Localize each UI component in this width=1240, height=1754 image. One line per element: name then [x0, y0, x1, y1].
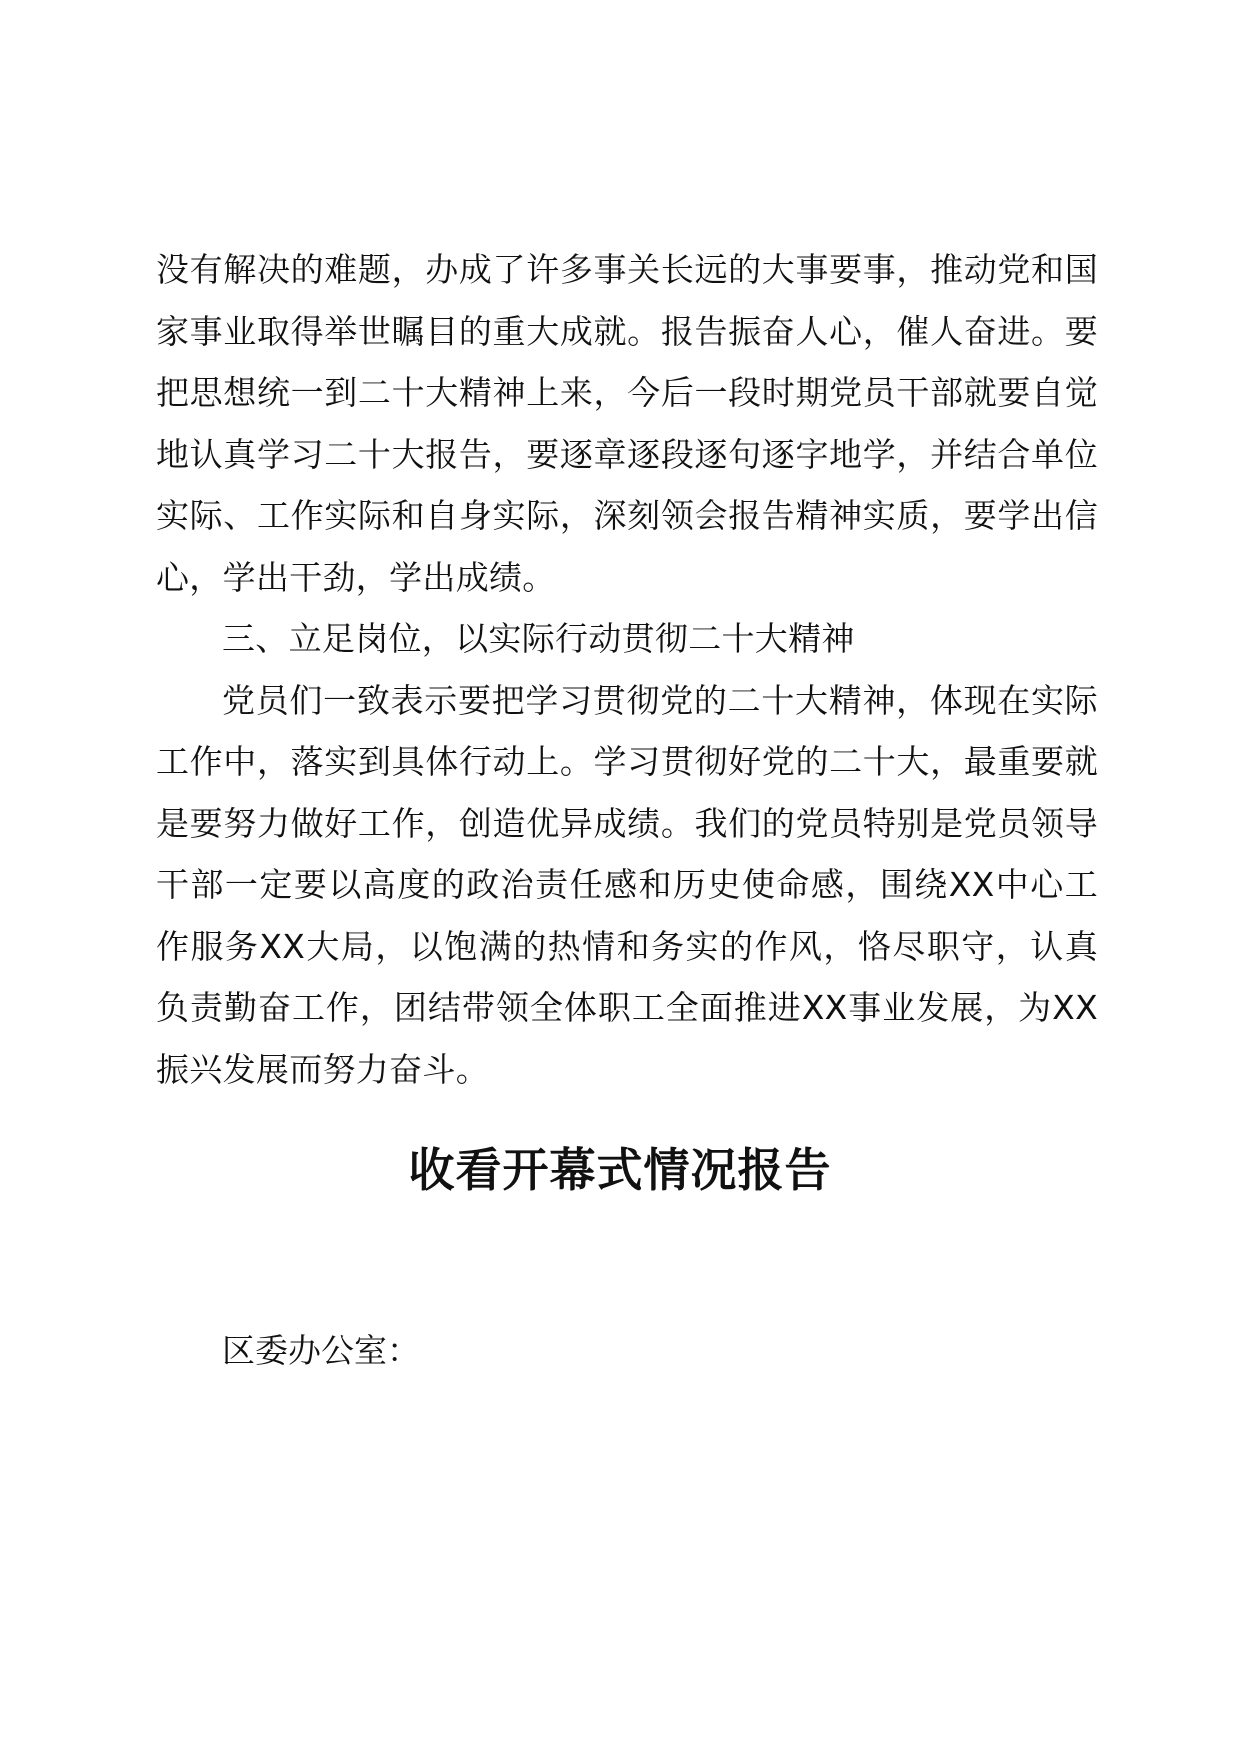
- paragraph-continuation: 没有解决的难题，办成了许多事关长远的大事要事，推动党和国家事业取得举世瞩目的重大成就。报告振奋人心，催人奋进。要把思想统一到二十大精神上来，今后一段时期党员干部就要自觉地认真学习二十大报告，要逐章逐段逐句逐字地学，并结合单位实际、工作实际和自身实际，深刻领会报告精神实质，要学出信心，学出干劲，学出成绩。: [156, 250, 1098, 597]
- paragraph: 党员们一致表示要把学习贯彻党的二十大精神，体现在实际工作中，落实到具体行动上。学习贯彻好党的二十大，最重要就是要努力做好工作，创造优异成绩。我们的党员特别是党员领导干部一定要以高度的政治责任感和历史使命感，围绕XX中心工作服务XX大局，以饱满的热情和务实的作风，恪尽职守，认真负责勤奋工作，团结带领全体职工全面推进XX事业发展，为XX振兴发展而努力奋斗。: [156, 680, 1098, 1089]
- body-text: [156, 239, 1098, 1100]
- document-title: 收看开幕式情况报告: [408, 1143, 832, 1197]
- section-heading: 三、立足岗位，以实际行动贯彻二十大精神: [222, 619, 855, 658]
- addressee: 区委办公室：: [222, 1331, 420, 1370]
